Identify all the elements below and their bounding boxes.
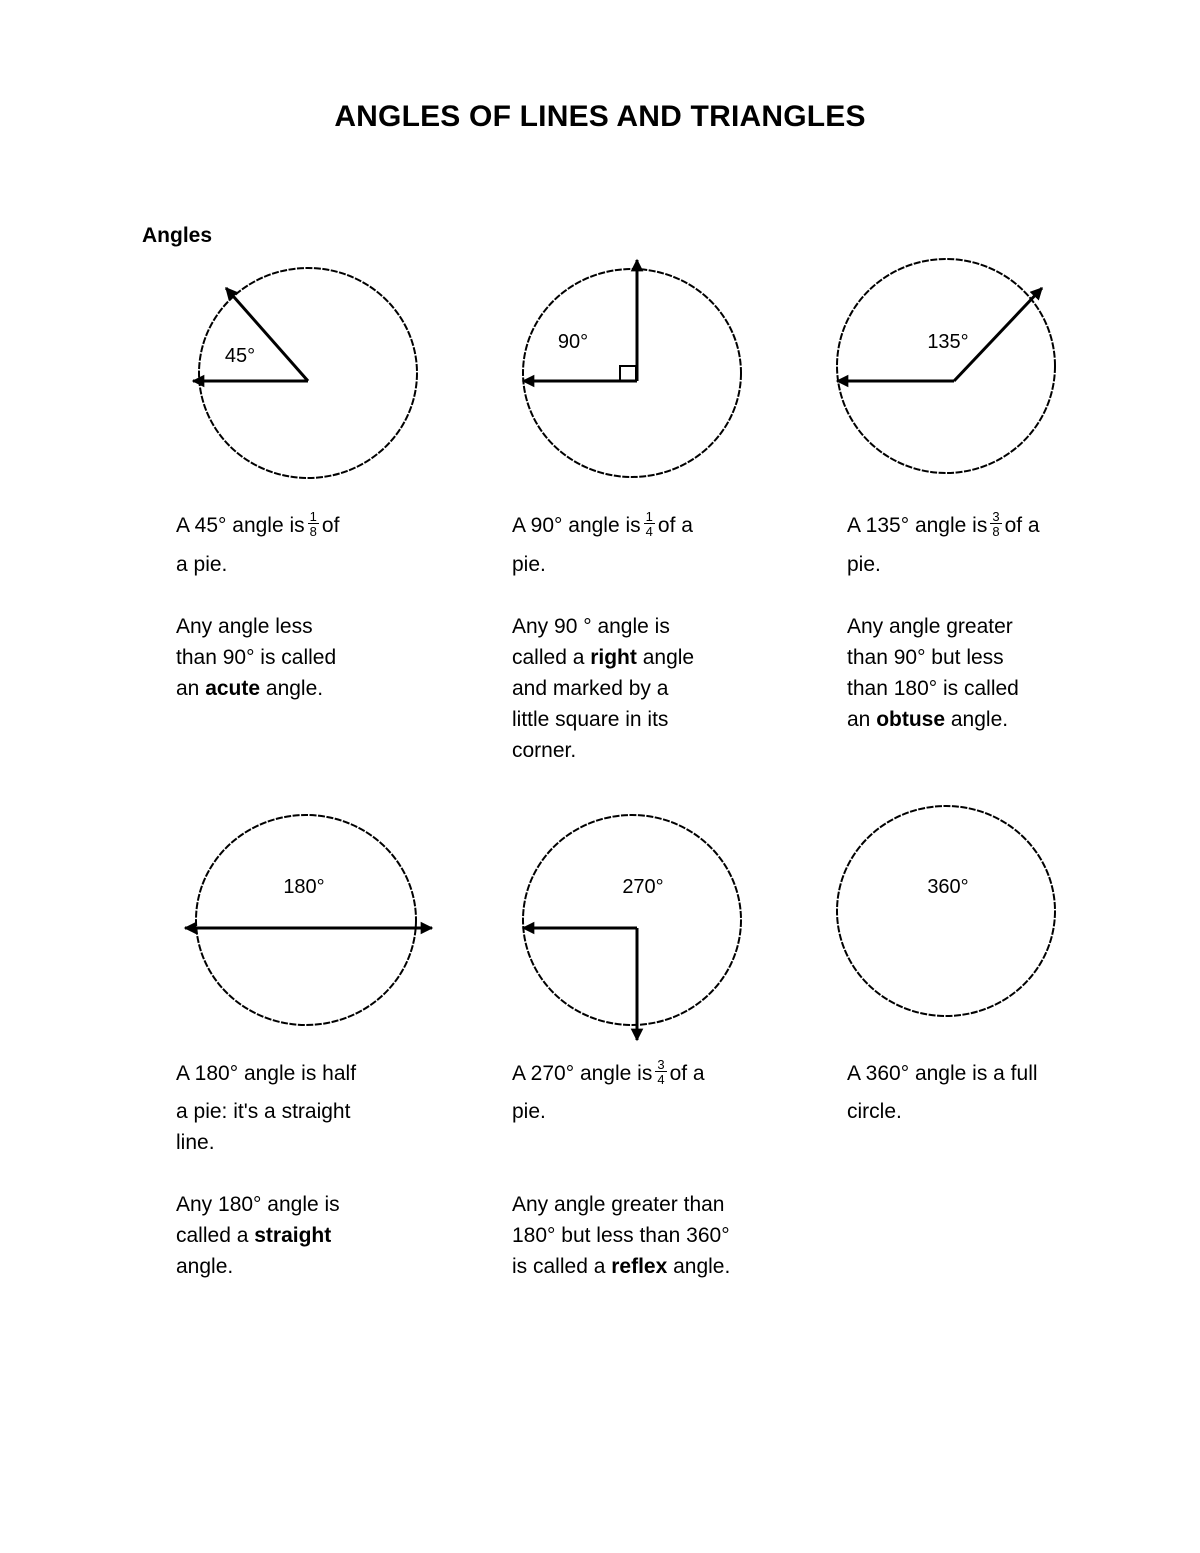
def-135-line4: an obtuse angle. — [847, 708, 1009, 731]
def-135-line2: than 90° but less — [847, 646, 1004, 669]
text-block-90 — [512, 510, 772, 766]
def-270-line3: is called a reflex angle. — [512, 1255, 731, 1278]
desc-45-line2: a pie. — [176, 553, 228, 576]
term-obtuse: obtuse — [876, 708, 946, 731]
text-block-180 — [176, 1058, 436, 1282]
page-title: ANGLES OF LINES AND TRIANGLES — [334, 100, 866, 133]
def-270-line2: 180° but less than 360° — [512, 1224, 730, 1247]
desc-45-line1: A 45° angle is $\frac{1}{8}$ of — [176, 509, 340, 540]
def-135-line3: than 180° is called — [847, 677, 1019, 700]
fraction-three-quarters: $\frac{3}{4}$ — [657, 1057, 665, 1088]
ray-45-diagonal — [226, 288, 308, 381]
def-90-line2: called a right angle — [512, 646, 695, 669]
def-180-line1: Any 180° angle is — [176, 1193, 340, 1216]
angle-label-360: 360° — [927, 876, 969, 898]
def-90-line3: and marked by a — [512, 677, 669, 700]
circle-90 — [523, 269, 741, 477]
desc-360-line2: circle. — [847, 1100, 902, 1123]
def-90-line5: corner. — [512, 739, 577, 762]
desc-180-line3: line. — [176, 1131, 215, 1154]
angle-label-270: 270° — [622, 876, 664, 898]
desc-360-line1: A 360° angle is a full — [847, 1062, 1038, 1085]
desc-180-line2: a pie: it's a straight — [176, 1100, 351, 1123]
diagram-90 — [523, 260, 741, 477]
circle-270 — [523, 815, 741, 1025]
text-block-45 — [176, 510, 436, 704]
fraction-three-eighths: $\frac{3}{8}$ — [992, 509, 1000, 540]
desc-135-line2: pie. — [847, 553, 881, 576]
desc-135-line1: A 135° angle is $\frac{3}{8}$ of a — [847, 509, 1040, 540]
term-straight: straight — [254, 1224, 332, 1247]
circle-45 — [199, 268, 417, 478]
term-acute: acute — [205, 677, 261, 700]
angle-label-90: 90° — [557, 331, 589, 353]
right-angle-marker — [620, 366, 636, 381]
circle-135 — [837, 259, 1055, 473]
term-right: right — [590, 646, 637, 669]
angle-label-180: 180° — [283, 876, 325, 898]
desc-180-line1: A 180° angle is half — [176, 1062, 357, 1085]
text-block-270 — [512, 1058, 792, 1282]
section-heading-angles: Angles — [142, 224, 213, 247]
diagram-45 — [193, 268, 417, 478]
fraction-one-quarter: $\frac{1}{4}$ — [645, 509, 653, 540]
desc-90-line2: pie. — [512, 553, 546, 576]
def-180-line3: angle. — [176, 1255, 234, 1278]
diagram-135 — [837, 259, 1055, 473]
def-45-line1: Any angle less — [176, 615, 313, 638]
circle-360 — [837, 806, 1055, 1016]
diagram-180 — [185, 815, 432, 1025]
term-reflex: reflex — [611, 1255, 668, 1278]
desc-90-line1: A 90° angle is $\frac{1}{4}$ of a — [512, 509, 693, 540]
fraction-one-eighth: $\frac{1}{8}$ — [309, 509, 317, 540]
def-135-line1: Any angle greater — [847, 615, 1013, 638]
def-90-line1: Any 90 ° angle is — [512, 615, 670, 638]
text-block-360 — [847, 1058, 1127, 1127]
circle-180 — [196, 815, 416, 1025]
diagram-270 — [523, 815, 741, 1040]
text-block-135 — [847, 510, 1107, 735]
def-45-line2: than 90° is called — [176, 646, 337, 669]
desc-270-line1: A 270° angle is $\frac{3}{4}$ of a — [512, 1057, 705, 1088]
def-270-line1: Any angle greater than — [512, 1193, 725, 1216]
def-180-line2: called a straight — [176, 1224, 332, 1247]
angle-label-45: 45° — [224, 345, 256, 367]
def-90-line4: little square in its — [512, 708, 669, 731]
def-45-line3: an acute angle. — [176, 677, 324, 700]
diagram-360 — [837, 806, 1055, 1016]
angle-label-135: 135° — [927, 331, 969, 353]
desc-270-line2: pie. — [512, 1100, 546, 1123]
